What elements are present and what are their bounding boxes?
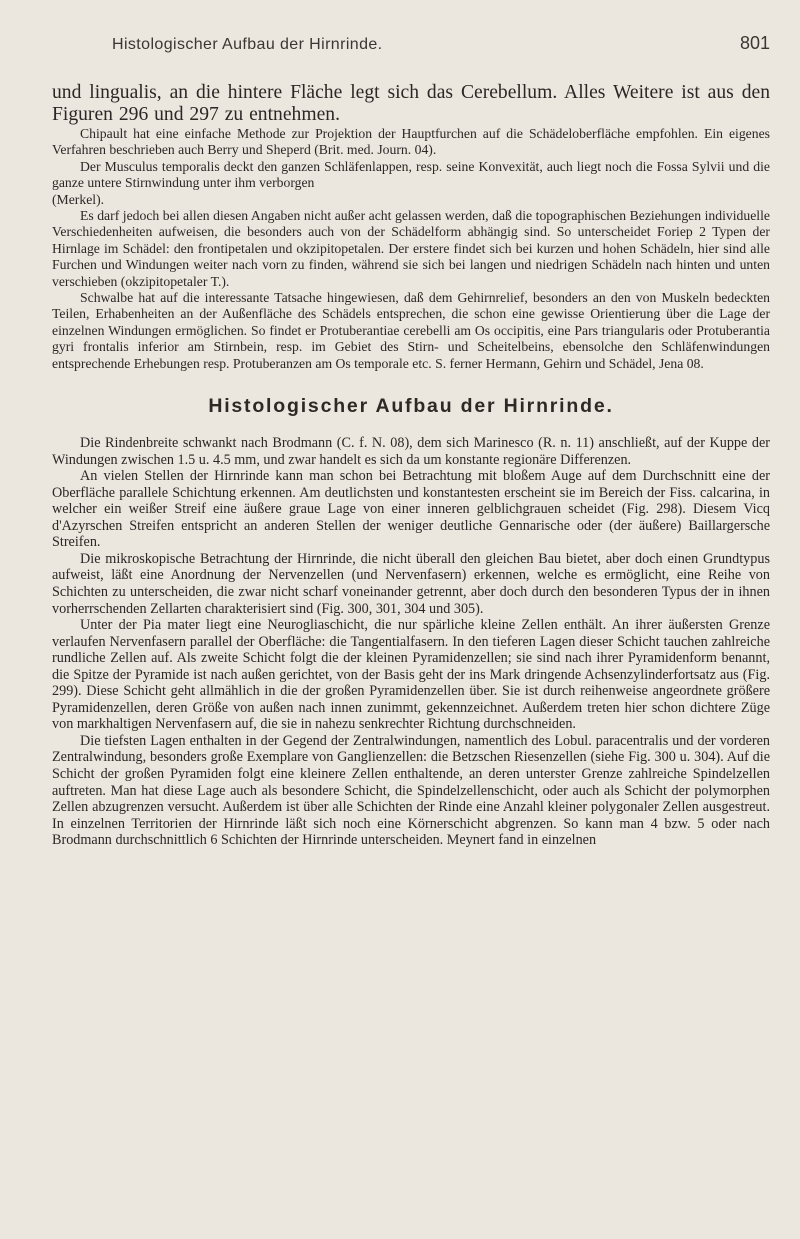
small-print-block <box>52 126 770 372</box>
small-paragraph: Schwalbe hat auf die interessante Tatsache hingewiesen, daß dem Gehirnrelief, besonders an den von Muskeln bedeckten Teilen, Erhabenheiten an der Außenfläche des Schädels entsprechen, die schon eine gewisse Orientierung über die Lage der einzelnen Windungen ermöglichen. So findet er Protuberantiae cerebelli am Os occipitis, eine Pars triangularis oder Protuberantia gyri frontalis inferior am Stirnbein, resp. im Gebiet des Stirn- und Scheitelbeins, ebensolche den Schläfenwindungen entsprechende Erhebungen resp. Protuberanzen am Os temporale etc. S. ferner Hermann, Gehirn und Schädel, Jena 08. <box>52 290 770 371</box>
body-paragraph: Die tiefsten Lagen enthalten in der Gegend der Zentralwindungen, namentlich des Lobul. paracentralis und der vorderen Zentralwindung, besonders große Exemplare von Ganglienzellen: die Betzschen Riesenzellen (siehe Fig. 300 u. 304). Auf die Schicht der großen Pyramiden folgt eine kleinere Zellen enthaltende, an deren unterster Grenze zahlreiche Spindelzellen auftreten. Man hat diese Lage auch als besondere Schicht, die Spindelzellenschicht, oder auch als Schicht der polymorphen Zellen abzugrenzen versucht. Außerdem ist über alle Schichten der Rinde eine Anzahl kleiner polygonaler Zellen ausgestreut. In einzelnen Territorien der Hirnrinde läßt sich noch eine Körnerschicht abgrenzen. So kann man 4 bzw. 5 oder nach Brodmann durchschnittlich 6 Schichten der Hirnrinde unterscheiden. Meynert fand in einzelnen <box>52 732 770 849</box>
section-heading: Histologischer Aufbau der Hirnrinde. <box>208 395 614 418</box>
body-text <box>52 435 770 849</box>
running-title: Histologischer Aufbau der Hirnrinde. <box>112 36 383 53</box>
book-page <box>52 0 770 1239</box>
small-paragraph: Chipault hat eine einfache Methode zur Projektion der Hauptfurchen auf die Schädeloberfläche empfohlen. Ein eigenes Verfahren beschrieben auch Berry und Sheperd (Brit. med. Journ. 04). <box>52 126 770 158</box>
page-number: 801 <box>739 33 770 53</box>
running-head <box>52 0 770 60</box>
small-paragraph: Es darf jedoch bei allen diesen Angaben nicht außer acht gelassen werden, daß die topographischen Beziehungen individuelle Verschiedenheiten aufweisen, die besonders auch von der Schädelform abhängig sind. So unterscheidet Foriep 2 Typen der Hirnlage im Schädel: den frontipetalen und okzipitopetalen. Der erstere findet sich bei kurzen und hohen Schädeln, hier sind alle Furchen und Windungen weiter nach vorn zu finden, während sie sich bei langen und niedrigen Schädeln nach hinten und unten verschieben (okzipitopetaler T.). <box>52 208 770 289</box>
body-paragraph: Die mikroskopische Betrachtung der Hirnrinde, die nicht überall den gleichen Bau bietet, aber doch einen Grundtypus aufweist, läßt eine Anordnung der Nervenzellen (und Nervenfasern) erkennen, welche es ermöglicht, eine Reihe von Schichten zu unterscheiden, die zwar nicht scharf voneinander getrennt, aber doch durch den besonderen Typus der in ihnen vorherrschenden Zellarten charakterisiert sind (Fig. 300, 301, 304 und 305). <box>52 550 770 617</box>
small-paragraph: Der Musculus temporalis deckt den ganzen Schläfenlappen, resp. seine Konvexität, auch liegt noch die Fossa Sylvii und die ganze untere Stirnwindung unter ihm verborgen <box>52 158 770 191</box>
body-paragraph: Unter der Pia mater liegt eine Neurogliaschicht, die nur spärliche kleine Zellen enthält. An ihrer äußersten Grenze verlaufen Nervenfasern parallel der Oberfläche: die Tangentialfasern. In den tieferen Lagen dieser Schicht tauchen zahlreiche rundliche Zellen auf. Als zweite Schicht folgt die der kleinen Pyramidenzellen; sie sind nach ihrer Pyramidenform benannt, die Spitze der Pyramide ist nach außen gerichtet, von der Basis geht der ins Mark dringende Achsenzylinderfortsatz aus (Fig. 299). Diese Schicht geht allmählich in die der großen Pyramidenzellen über. Sie ist durch reihenweise angeordnete größere Pyramidenzellen, deren Größe von außen nach innen zunimmt, gekennzeichnet. Außerdem treten hier schon dichtere Züge von markhaltigen Nervenfasern auf, die sie in nahezu senkrechter Richtung durchschneiden. <box>52 617 770 733</box>
small-paragraph: (Merkel). <box>52 191 105 207</box>
body-paragraph: An vielen Stellen der Hirnrinde kann man schon bei Betrachtung mit bloßem Auge auf dem Durchschnitt eine der Oberfläche parallele Schichtung erkennen. Am deutlichsten und konstantesten erscheint sie im Bereich der Fiss. calcarina, in welcher ein weißer Streif eine äußere graue Lage von einer inneren gelblichgrauen scheidet (Fig. 298). Diesem Vicq d'Azyrschen Streifen entspricht an anderen Stellen der weniger deutliche Gennarische oder (der äußere) Baillargersche Streifen. <box>52 468 770 551</box>
lead-paragraph: und lingualis, an die hintere Fläche legt sich das Cerebellum. Alles Weitere ist aus den Figuren 296 und 297 zu entnehmen. <box>52 82 770 125</box>
body-paragraph: Die Rindenbreite schwankt nach Brodmann (C. f. N. 08), dem sich Marinesco (R. n. 11) anschließt, auf der Kuppe der Windungen zwischen 1.5 u. 4.5 mm, und zwar handelt es sich da um konstante regionäre Differenzen. <box>52 435 770 468</box>
